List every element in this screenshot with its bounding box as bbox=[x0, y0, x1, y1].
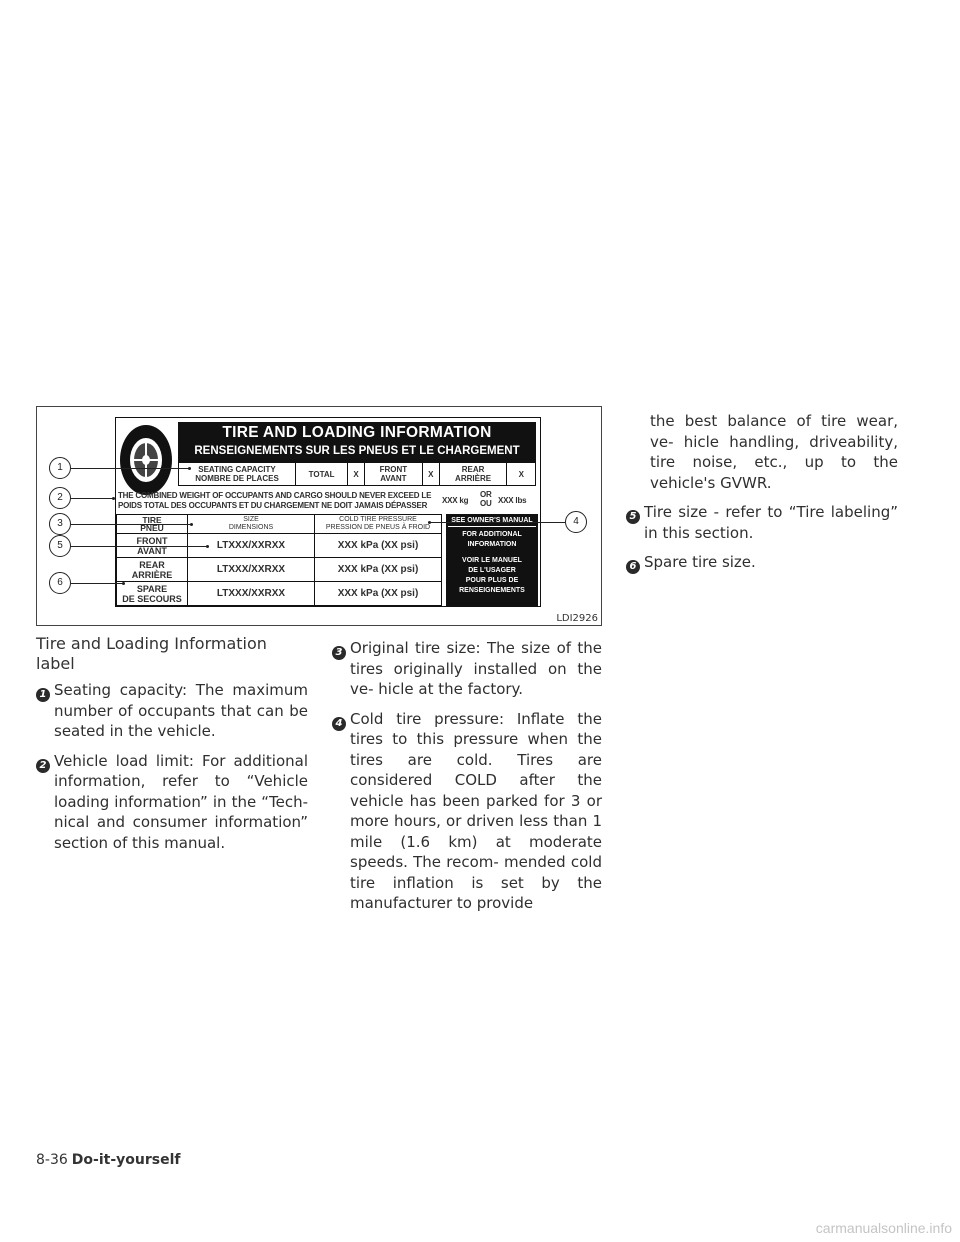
callout-5: 5 bbox=[49, 535, 71, 557]
text-column-middle bbox=[332, 638, 602, 923]
combined-weight-kg: XXX kg bbox=[442, 496, 469, 505]
tire-loading-placard bbox=[115, 417, 541, 607]
leader-line-2 bbox=[71, 498, 113, 499]
tire-pressure: XXX kPa (XX psi) bbox=[315, 558, 442, 582]
tire-position: REAR ARRIÈRE bbox=[117, 558, 188, 582]
table-row bbox=[117, 558, 442, 582]
tire-label-figure bbox=[36, 406, 602, 626]
leader-dot-3 bbox=[190, 523, 193, 526]
item-number-badge: 4 bbox=[332, 717, 346, 731]
callout-4: 4 bbox=[565, 511, 587, 533]
placard-header bbox=[178, 422, 536, 462]
list-item bbox=[36, 680, 308, 742]
tire-header: TIRE PNEU bbox=[117, 515, 188, 534]
leader-dot-4 bbox=[428, 521, 431, 524]
list-item bbox=[626, 552, 898, 575]
item-text: Original tire size: The size of the tires originally installed on the ve- hicle at the factory. bbox=[350, 639, 602, 698]
leader-line-1 bbox=[71, 468, 189, 469]
owner-manual-line: SEE OWNER'S MANUAL bbox=[448, 516, 536, 527]
owner-manual-line: FOR ADDITIONAL INFORMATION bbox=[462, 531, 522, 548]
seating-total-value: X bbox=[348, 463, 365, 485]
list-item bbox=[36, 751, 308, 854]
tire-pressure: XXX kPa (XX psi) bbox=[315, 582, 442, 606]
item-text: Vehicle load limit: For additional information, refer to “Vehicle loading information” in the “Tech- nical and consumer information” section of this manual. bbox=[54, 751, 308, 852]
leader-line-4 bbox=[429, 522, 565, 523]
tire-size-table bbox=[116, 514, 442, 606]
text-column-right bbox=[626, 411, 898, 584]
callout-3: 3 bbox=[49, 513, 71, 535]
tire-size: LTXXX/XXRXX bbox=[188, 558, 315, 582]
figure-code: LDI2926 bbox=[556, 613, 598, 624]
section-name: Do-it-yourself bbox=[71, 1152, 181, 1168]
combined-weight-or: OR OU bbox=[480, 490, 492, 508]
tire-size: LTXXX/XXRXX bbox=[188, 582, 315, 606]
leader-line-5 bbox=[71, 546, 207, 547]
item-number-badge: 2 bbox=[36, 759, 50, 773]
callout-2: 2 bbox=[49, 487, 71, 509]
tire-position: SPARE DE SECOURS bbox=[117, 582, 188, 606]
list-item bbox=[626, 502, 898, 543]
leader-dot-2 bbox=[112, 497, 115, 500]
size-header: SIZE DIMENSIONS bbox=[188, 515, 315, 534]
placard-title: TIRE AND LOADING INFORMATION bbox=[222, 424, 492, 441]
item-number-badge: 3 bbox=[332, 646, 346, 660]
tire-position: FRONT AVANT bbox=[117, 534, 188, 558]
owner-manual-line: VOIR LE MANUEL DE L'USAGER POUR PLUS DE RENSEIGNEMENTS bbox=[459, 557, 525, 594]
list-item bbox=[332, 638, 602, 700]
seating-front-value: X bbox=[423, 463, 440, 485]
combined-weight-lbs: XXX lbs bbox=[498, 496, 527, 505]
item-text: Spare tire size. bbox=[644, 553, 756, 571]
leader-dot-5 bbox=[206, 545, 209, 548]
seating-front-label: FRONT AVANT bbox=[365, 463, 423, 485]
list-item bbox=[332, 709, 602, 914]
page-number: 8-36 bbox=[36, 1152, 68, 1168]
callout-6: 6 bbox=[49, 572, 71, 594]
leader-line-3 bbox=[71, 524, 191, 525]
owner-manual-box bbox=[446, 514, 538, 606]
leader-dot-6 bbox=[122, 582, 125, 585]
figure-caption: Tire and Loading Information label bbox=[36, 634, 267, 673]
item-number-badge: 1 bbox=[36, 688, 50, 702]
text-column-left bbox=[36, 634, 308, 862]
seating-rear-label: REAR ARRIÈRE bbox=[440, 463, 508, 485]
item-text: Tire size - refer to “Tire labeling” in this section. bbox=[644, 503, 898, 542]
tire-size: LTXXX/XXRXX bbox=[188, 534, 315, 558]
item-text-continued: the best balance of tire wear, ve- hicle handling, driveability, tire noise, etc., up to the vehicle's GVWR. bbox=[650, 412, 898, 492]
seating-rear-value: X bbox=[518, 469, 524, 479]
combined-weight-text: THE COMBINED WEIGHT OF OCCUPANTS AND CARGO SHOULD NEVER EXCEED LE POIDS TOTAL DES OCCUPANTS ET DU CHARGEMENT NE DOIT JAMAIS DÉPASSER bbox=[118, 491, 432, 510]
leader-dot-1 bbox=[188, 467, 191, 470]
seating-total-label: TOTAL bbox=[296, 463, 348, 485]
watermark: carmanualsonline.info bbox=[815, 1220, 952, 1236]
item-text: Seating capacity: The maximum number of occupants that can be seated in the vehicle. bbox=[54, 681, 308, 740]
seating-capacity-label: SEATING CAPACITY NOMBRE DE PLACES bbox=[179, 463, 296, 485]
page-footer bbox=[36, 1152, 180, 1168]
item-number-badge: 6 bbox=[626, 560, 640, 574]
tire-pressure: XXX kPa (XX psi) bbox=[315, 534, 442, 558]
combined-weight-row bbox=[116, 488, 541, 512]
item-text: Cold tire pressure: Inflate the tires to this pressure when the tires are cold. Tires are considered COLD after the vehicle has been parked for 3 or more hours, or driven less than 1 mile (1.6 km) at moderate speeds. The recom- mended cold tire inflation is set by the manufacturer to provide bbox=[350, 709, 602, 912]
pressure-header: COLD TIRE PRESSURE PRESSION DE PNEUS À FROID bbox=[315, 515, 442, 534]
table-row bbox=[117, 582, 442, 606]
seating-capacity-row bbox=[178, 462, 536, 486]
leader-line-6 bbox=[71, 583, 123, 584]
item-number-badge: 5 bbox=[626, 510, 640, 524]
callout-1: 1 bbox=[49, 457, 71, 479]
placard-subtitle: RENSEIGNEMENTS SUR LES PNEUS ET LE CHARGEMENT bbox=[194, 445, 520, 457]
